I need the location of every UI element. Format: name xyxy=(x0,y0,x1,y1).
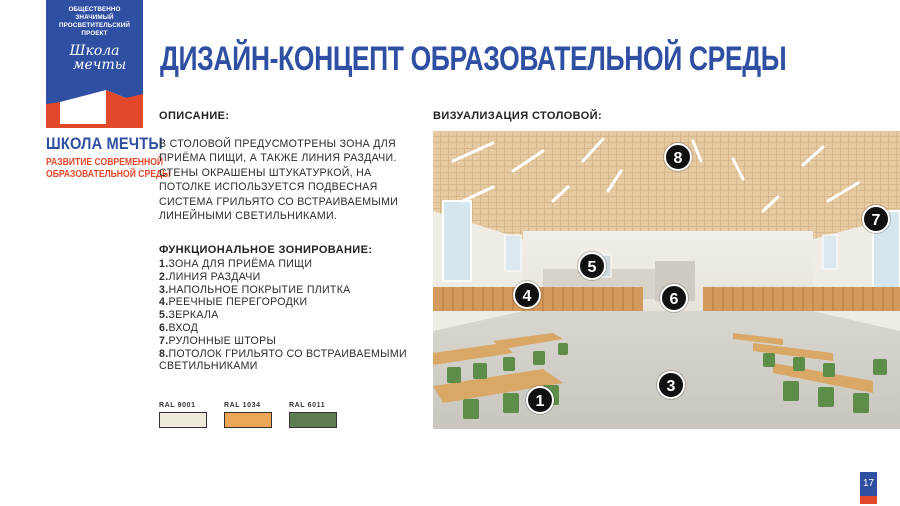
list-item: 1.ЗОНА ДЛЯ ПРИЁМА ПИЩИ xyxy=(159,258,313,270)
swatch-chip xyxy=(289,412,337,428)
swatch-label: RAL 9001 xyxy=(159,402,196,409)
canteen-visualization xyxy=(433,131,900,429)
marker-4: 4 xyxy=(513,281,541,309)
marker-7: 7 xyxy=(862,205,890,233)
logo-script-line2: мечты xyxy=(72,57,127,73)
page-number-text: 17 xyxy=(862,478,875,489)
list-item: 4.РЕЕЧНЫЕ ПЕРЕГОРОДКИ xyxy=(159,296,308,309)
color-swatches xyxy=(159,402,337,428)
list-item: 5.ЗЕРКАЛА xyxy=(159,309,219,322)
swatch-label: RAL 1034 xyxy=(224,402,261,409)
list-item: 7.РУЛОННЫЕ ШТОРЫ xyxy=(159,334,277,347)
page-number xyxy=(860,472,877,504)
marker-3: 3 xyxy=(657,371,685,399)
house-icon xyxy=(46,80,143,128)
swatch-chip xyxy=(224,412,272,428)
logo-script-line1: Школа xyxy=(69,43,120,59)
swatch-chip xyxy=(159,412,207,428)
list-item: 3.НАПОЛЬНОЕ ПОКРЫТИЕ ПЛИТКА xyxy=(159,283,351,296)
zoning-heading: ФУНКЦИОНАЛЬНОЕ ЗОНИРОВАНИЕ: xyxy=(159,244,373,256)
swatch-label: RAL 6011 xyxy=(289,402,326,409)
swatch-ral-6011 xyxy=(289,402,337,428)
marker-1: 1 xyxy=(526,386,554,414)
marker-6: 6 xyxy=(660,284,688,312)
description-text: В СТОЛОВОЙ ПРЕДУСМОТРЕНЫ ЗОНА ДЛЯ ПРИЁМА ПИЩИ, А ТАКЖЕ ЛИНИЯ РАЗДАЧИ. СТЕНЫ ОКРАШЕНЫ ШТУКАТУРКОЙ, НА ПОТОЛКЕ ИСПОЛЬЗУЕТСЯ ПОДВЕСНАЯ СИСТЕМА ГРИЛЬЯТО СО ВСТРАИВАЕМЫМИ ЛИНЕЙНЫМИ СВЕТИЛЬНИКАМИ. xyxy=(159,138,399,223)
brand-name: ШКОЛА МЕЧТЫ xyxy=(46,134,163,153)
brand-sub-line1: РАЗВИТИЕ СОВРЕМЕННОЙ xyxy=(46,157,164,168)
marker-8: 8 xyxy=(664,143,692,171)
page-title: ДИЗАЙН-КОНЦЕПТ ОБРАЗОВАТЕЛЬНОЙ СРЕДЫ xyxy=(160,40,787,78)
logo-script-text xyxy=(46,44,143,72)
marker-5: 5 xyxy=(578,252,606,280)
page-number-stripe xyxy=(860,496,877,504)
project-logo xyxy=(46,0,143,128)
zoning-list xyxy=(159,258,429,373)
visualization-heading: ВИЗУАЛИЗАЦИЯ СТОЛОВОЙ: xyxy=(433,110,603,122)
description-heading: ОПИСАНИЕ: xyxy=(159,110,230,122)
list-item: 2.ЛИНИЯ РАЗДАЧИ xyxy=(159,270,261,283)
swatch-ral-9001 xyxy=(159,402,207,428)
swatch-ral-1034 xyxy=(224,402,272,428)
logo-top-text: ОБЩЕСТВЕННО ЗНАЧИМЫЙ ПРОСВЕТИТЕЛЬСКИЙ ПРОЕКТ xyxy=(58,6,131,37)
list-item: 6.ВХОД xyxy=(159,321,199,334)
brand-subtitle xyxy=(46,157,170,181)
brand-sub-line2: ОБРАЗОВАТЕЛЬНОЙ СРЕДЫ xyxy=(46,169,171,180)
list-item: 8.ПОТОЛОК ГРИЛЬЯТО СО ВСТРАИВАЕМЫМИ СВЕТИЛЬНИКАМИ xyxy=(159,347,407,373)
